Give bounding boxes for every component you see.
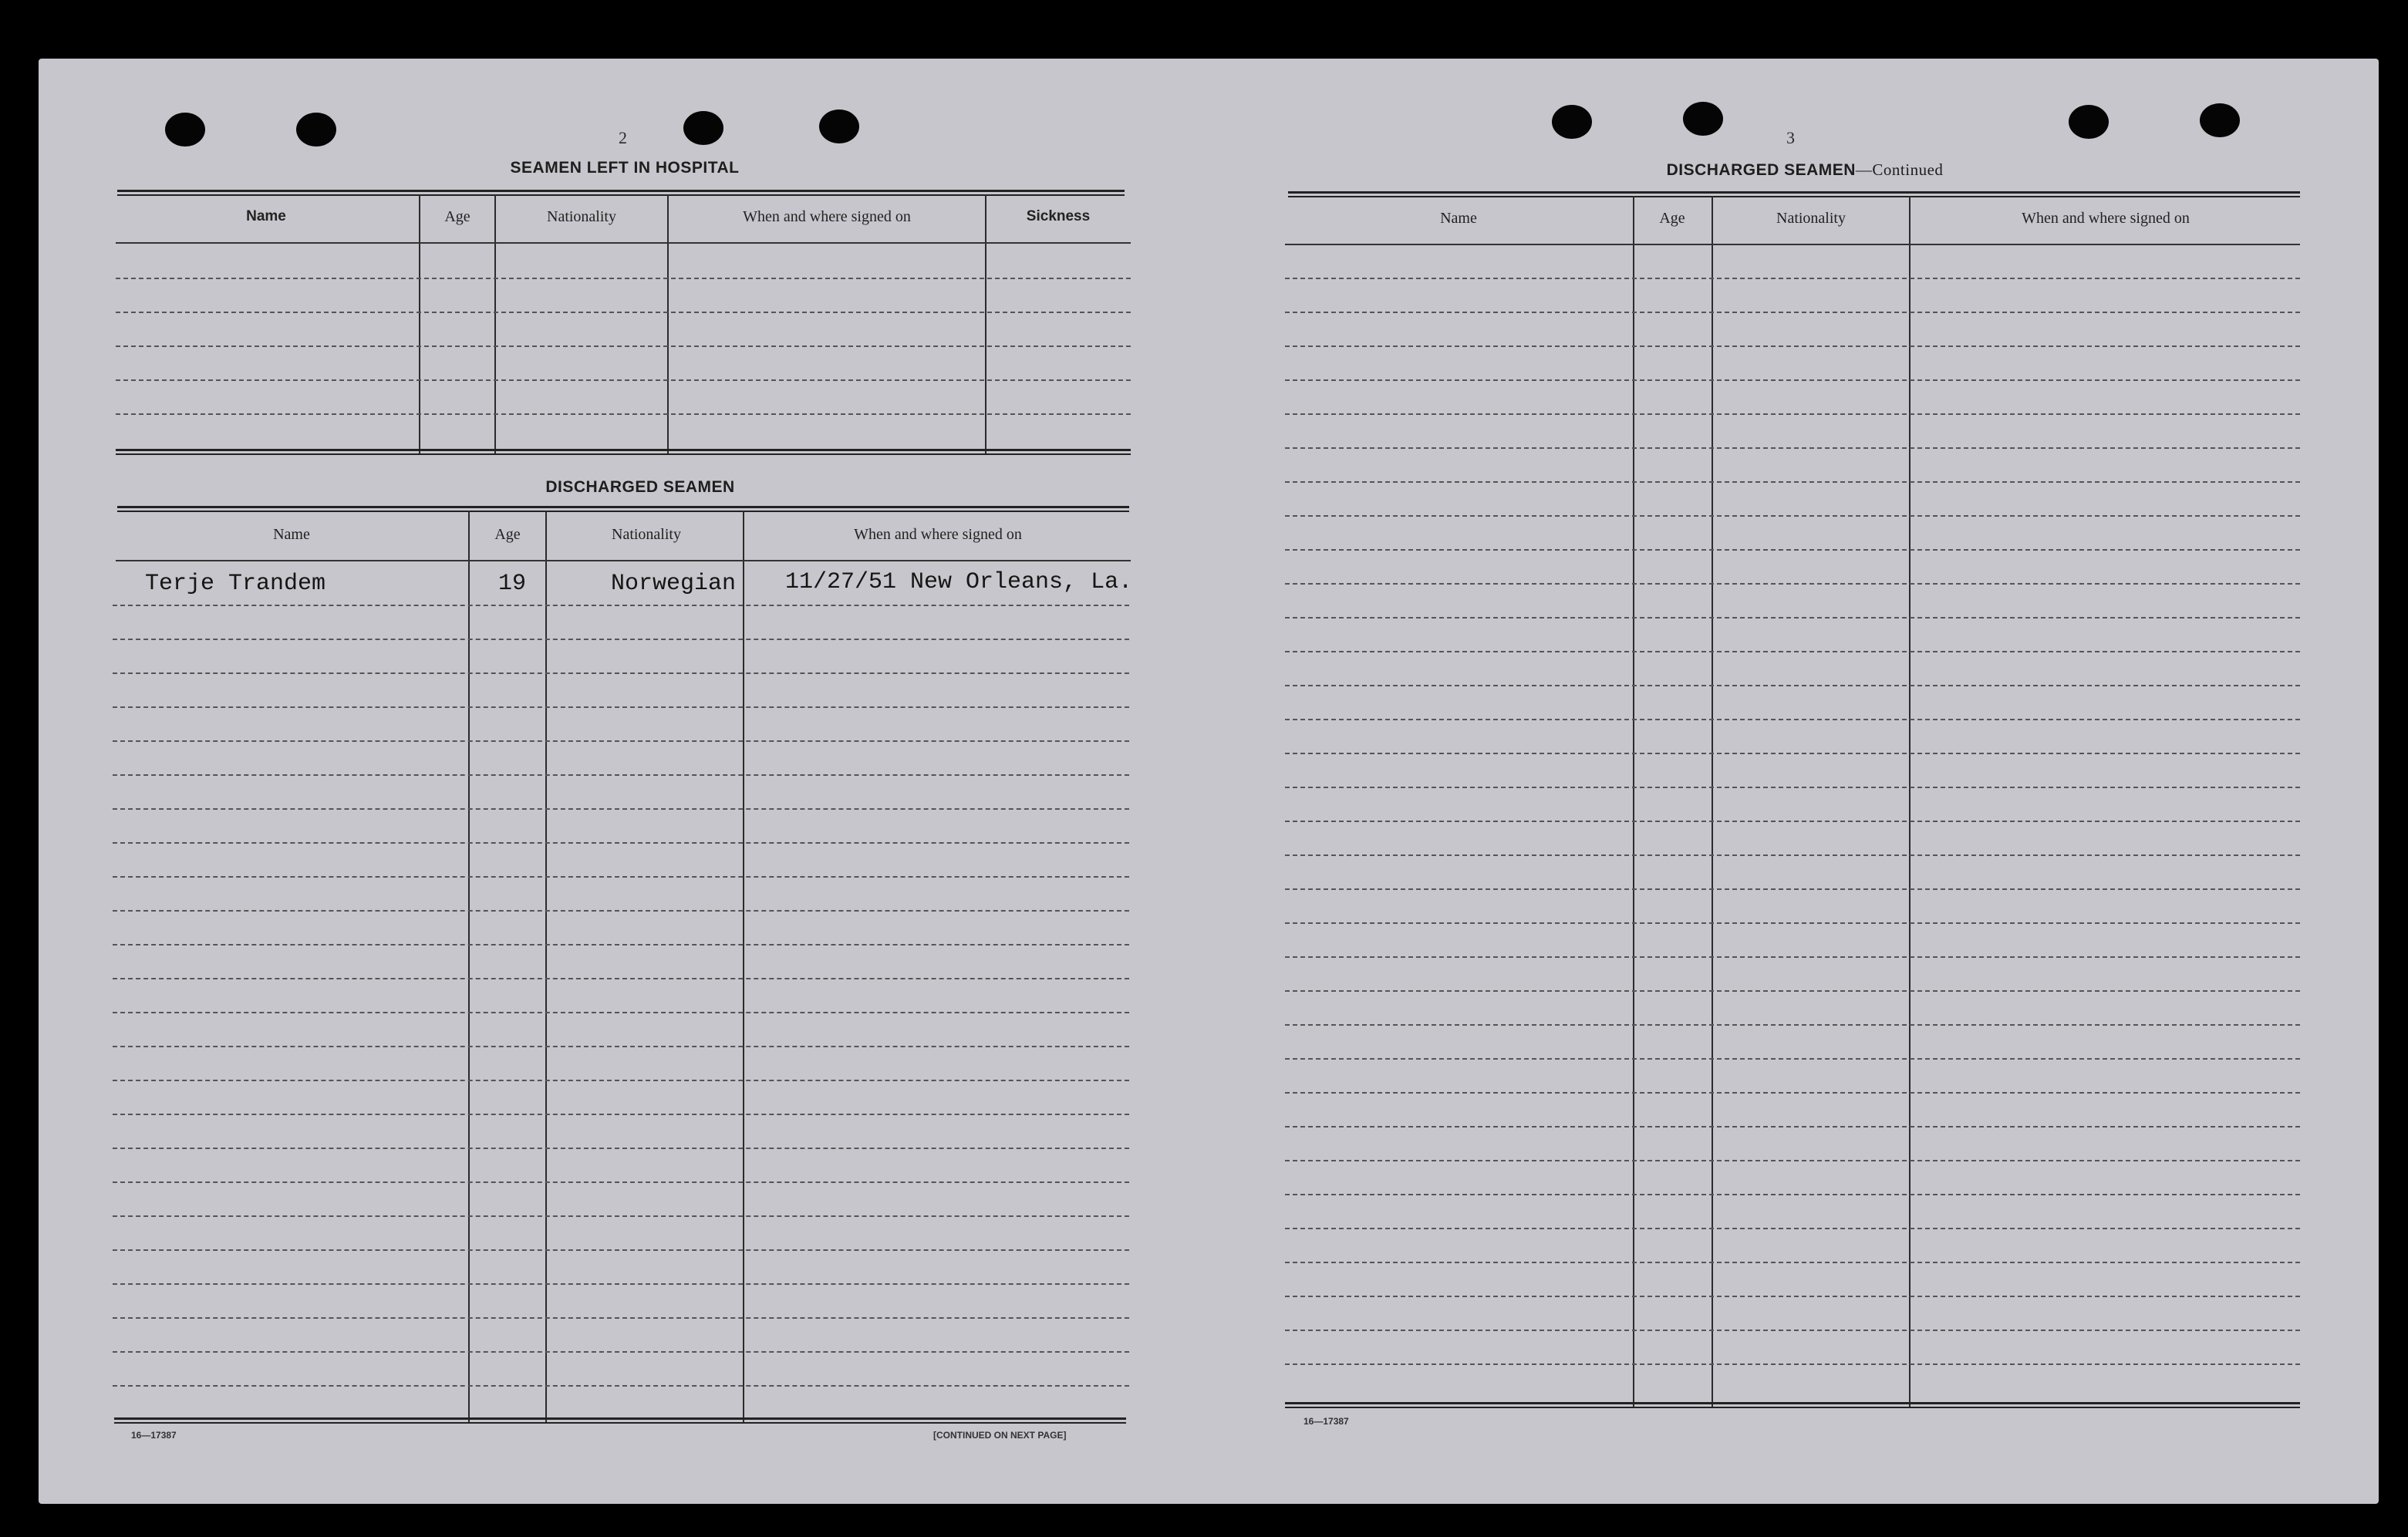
row-line (113, 1351, 1129, 1353)
discharged-col-nationality: Nationality (612, 526, 681, 543)
discharged-section-title: DISCHARGED SEAMEN (545, 478, 735, 496)
hospital-row-line (116, 413, 1131, 415)
row-line (113, 1080, 1129, 1081)
row-line (113, 1181, 1129, 1183)
hospital-row-line (116, 379, 1131, 381)
punch-hole (2200, 103, 2240, 137)
row-line (113, 1249, 1129, 1251)
continued-note: [CONTINUED ON NEXT PAGE] (933, 1430, 1067, 1441)
row-line (1285, 685, 2300, 686)
row-line (1285, 1363, 2300, 1365)
row-line (113, 944, 1129, 945)
hospital-row-line (116, 312, 1131, 313)
punch-hole (165, 113, 205, 147)
row-line (1285, 1228, 2300, 1229)
hospital-col-name: Name (246, 208, 286, 224)
document-sheet (39, 59, 2379, 1504)
row-line (1285, 1024, 2300, 1026)
right-col-nationality: Nationality (1776, 210, 1846, 227)
discharged-continued-suffix: —Continued (1855, 160, 1944, 179)
row-line (1285, 821, 2300, 822)
seaman-age: 19 (498, 571, 527, 597)
page-number-left: 2 (619, 128, 627, 147)
row-line (1285, 787, 2300, 788)
hospital-section-title: SEAMEN LEFT IN HOSPITAL (510, 159, 740, 177)
row-line (1285, 1330, 2300, 1331)
row-line (1285, 1160, 2300, 1161)
hospital-col-nationality: Nationality (547, 208, 616, 225)
punch-hole (296, 113, 336, 147)
discharged-col-age: Age (494, 526, 521, 543)
discharged-header-rule (116, 560, 1131, 561)
row-line (1285, 1126, 2300, 1127)
form-code-right: 16—17387 (1303, 1416, 1349, 1427)
hospital-top-rule (117, 190, 1125, 196)
seaman-nationality: Norwegian (611, 571, 737, 597)
row-line (1285, 1058, 2300, 1060)
row-line (113, 1148, 1129, 1149)
punch-hole (1683, 102, 1723, 136)
row-line (1285, 1092, 2300, 1094)
punch-hole (2069, 105, 2109, 139)
row-line (113, 808, 1129, 810)
punch-hole (1552, 105, 1592, 139)
right-col-signed-on: When and where signed on (2022, 210, 2190, 227)
row-line (113, 706, 1129, 708)
discharged-col-signed-on: When and where signed on (854, 526, 1022, 543)
right-col-age: Age (1659, 210, 1685, 227)
discharged-top-rule (117, 506, 1129, 512)
row-line (1285, 583, 2300, 585)
row-line (113, 1215, 1129, 1217)
row-line (1285, 888, 2300, 890)
row-line (1285, 515, 2300, 517)
discharged-continued-title (1589, 160, 2021, 180)
row-line (1285, 1194, 2300, 1195)
hospital-bottom-rule (116, 449, 1131, 455)
discharged-col-name: Name (273, 526, 310, 543)
hospital-row-line (116, 345, 1131, 347)
row-line (1285, 379, 2300, 381)
row-line (1285, 549, 2300, 551)
row-line (1285, 278, 2300, 279)
punch-hole (819, 110, 859, 143)
row-line (113, 1046, 1129, 1047)
row-line (113, 672, 1129, 674)
row-line (113, 1012, 1129, 1013)
row-line (113, 842, 1129, 844)
hospital-row-line (116, 278, 1131, 279)
discharged-bottom-rule (114, 1417, 1126, 1424)
row-line (113, 1385, 1129, 1387)
discharged-col-divider (468, 511, 470, 1422)
row-line (1285, 617, 2300, 619)
hospital-col-sickness: Sickness (1026, 208, 1091, 224)
row-line (1285, 854, 2300, 856)
right-col-divider (1633, 196, 1634, 1408)
discharged-continued-title-main: DISCHARGED SEAMEN (1666, 161, 1856, 179)
hospital-col-age: Age (444, 208, 470, 225)
row-line (113, 910, 1129, 912)
form-code-left: 16—17387 (131, 1430, 177, 1441)
row-line (113, 639, 1129, 640)
right-col-divider (1909, 196, 1911, 1408)
row-line (113, 1317, 1129, 1319)
row-line (113, 605, 1129, 606)
right-top-rule (1288, 191, 2300, 197)
row-line (1285, 1296, 2300, 1297)
row-line (1285, 719, 2300, 720)
row-line (113, 1283, 1129, 1285)
row-line (1285, 753, 2300, 754)
hospital-col-signed-on: When and where signed on (743, 208, 911, 225)
punch-hole (683, 111, 723, 145)
row-line (113, 876, 1129, 878)
row-line (1285, 312, 2300, 313)
row-line (113, 740, 1129, 742)
row-line (113, 978, 1129, 979)
row-line (1285, 651, 2300, 652)
row-line (1285, 413, 2300, 415)
row-line (1285, 1262, 2300, 1263)
discharged-col-divider (743, 511, 744, 1422)
row-line (1285, 481, 2300, 483)
right-bottom-rule (1285, 1402, 2300, 1408)
page-number-right: 3 (1786, 128, 1795, 147)
hospital-header-rule (116, 242, 1131, 244)
discharged-col-divider (545, 511, 547, 1422)
row-line (1285, 956, 2300, 958)
right-col-divider (1712, 196, 1713, 1408)
right-header-rule (1285, 244, 2300, 245)
seaman-name: Terje Trandem (145, 571, 326, 597)
right-col-name: Name (1440, 210, 1477, 227)
row-line (1285, 345, 2300, 347)
row-line (113, 774, 1129, 776)
row-line (1285, 447, 2300, 449)
row-line (1285, 922, 2300, 924)
row-line (113, 1114, 1129, 1115)
seaman-signed-on: 11/27/51 New Orleans, La. (785, 569, 1133, 595)
row-line (1285, 990, 2300, 992)
